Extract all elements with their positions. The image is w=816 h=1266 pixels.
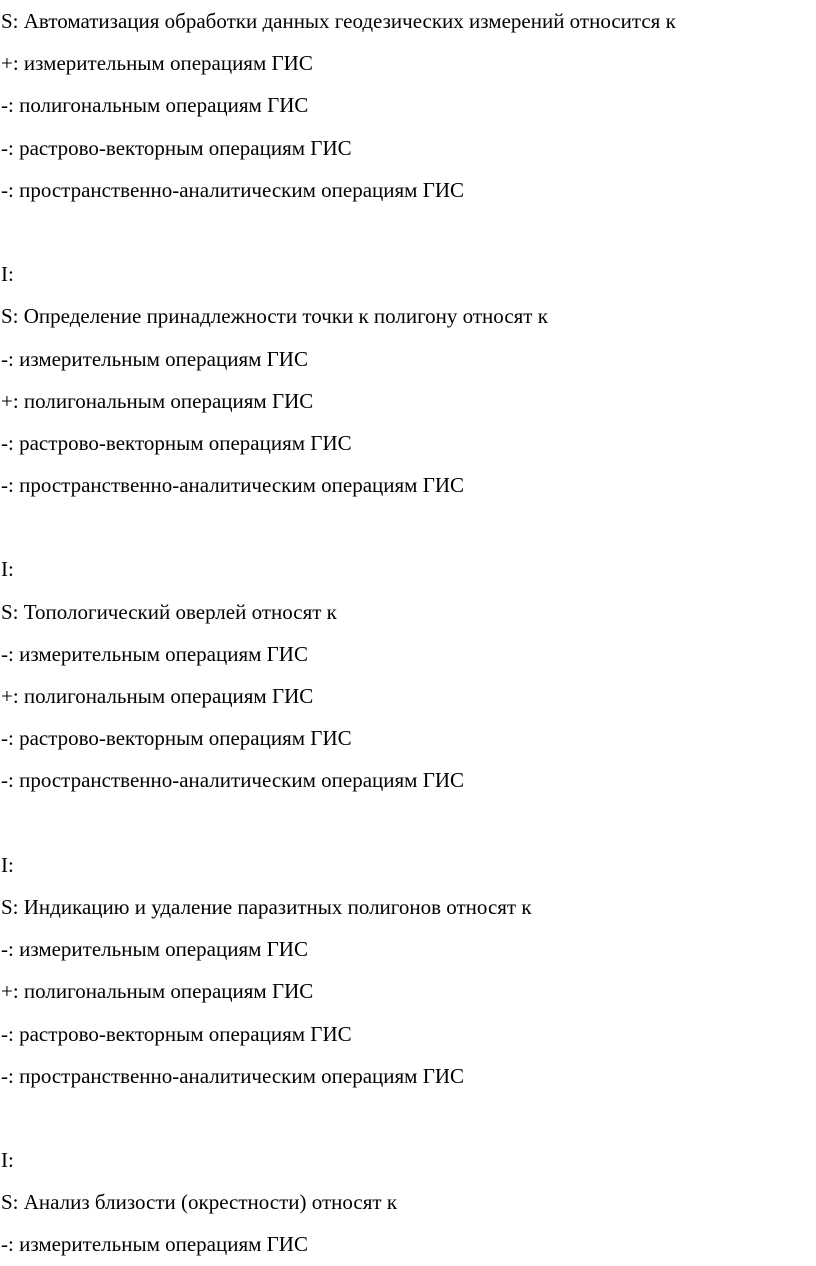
question-text: S: Анализ близости (окрестности) относят к <box>1 1190 398 1215</box>
answer-option: +: измерительным операциям ГИС <box>1 51 313 76</box>
answer-option: +: полигональным операциям ГИС <box>1 684 314 708</box>
answer-option: -: растрово-векторным операциям ГИС <box>1 135 352 160</box>
question-text: S: Индикацию и удаление паразитных полигонов относят к <box>1 894 532 919</box>
answer-option: -: растрово-векторным операциям ГИС <box>1 1021 352 1046</box>
question-id-marker: I: <box>1 852 14 877</box>
answer-option: -: пространственно-аналитическим операциям ГИС <box>1 177 465 202</box>
blank-line <box>1 211 811 253</box>
blank-line <box>1 506 811 548</box>
blank-line <box>1 1097 811 1139</box>
answer-option: -: пространственно-аналитическим операциям ГИС <box>1 1063 465 1088</box>
answer-option: -: полигональным операциям ГИС <box>1 93 309 118</box>
test-document <box>1 0 811 1266</box>
answer-option: -: измерительным операциям ГИС <box>1 1232 308 1257</box>
question-id-marker: I: <box>1 557 14 582</box>
question-id-marker: I: <box>1 1148 14 1173</box>
answer-option: -: пространственно-аналитическим операциям ГИС <box>1 768 465 793</box>
answer-option: -: растрово-векторным операциям ГИС <box>1 430 352 455</box>
question-text: S: Автоматизация обработки данных геодезических измерений относится к <box>1 9 676 33</box>
answer-option: -: измерительным операциям ГИС <box>1 937 308 962</box>
blank-line <box>1 802 811 844</box>
question-text: S: Топологический оверлей относят к <box>1 599 337 624</box>
answer-option: -: измерительным операциям ГИС <box>1 641 308 666</box>
answer-option: -: пространственно-аналитическим операциям ГИС <box>1 473 465 498</box>
answer-option: +: полигональным операциям ГИС <box>1 979 314 1004</box>
answer-option: -: растрово-векторным операциям ГИС <box>1 726 352 751</box>
answer-option: +: полигональным операциям ГИС <box>1 388 314 413</box>
question-text: S: Определение принадлежности точки к полигону относят к <box>1 304 548 329</box>
question-id-marker: I: <box>1 262 14 287</box>
answer-option: -: измерительным операциям ГИС <box>1 346 308 371</box>
